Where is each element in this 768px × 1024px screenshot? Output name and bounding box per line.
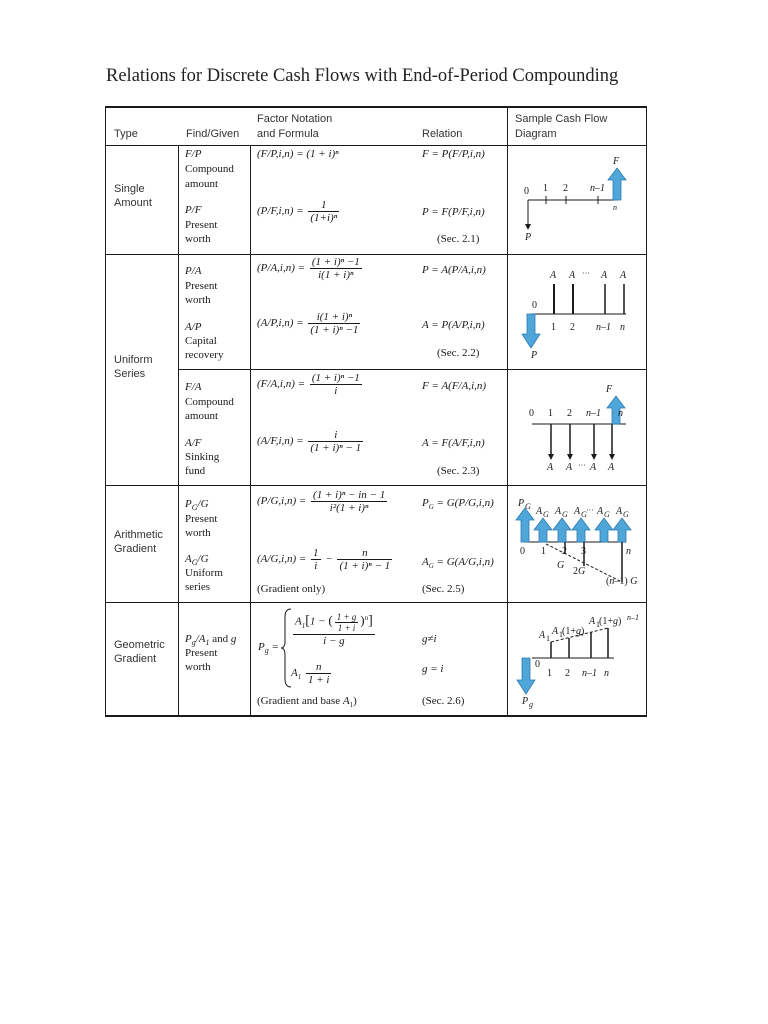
page-title: Relations for Discrete Cash Flows with End-of-Period Compounding <box>106 66 619 86</box>
relation-fp: F = P(F/P,i,n) <box>422 148 485 160</box>
svg-text:(1+g): (1+g) <box>599 616 622 627</box>
find-fp-2: amount <box>185 178 218 190</box>
find-af: A/F <box>185 437 202 449</box>
relation-sec23: (Sec. 2.3) <box>437 465 480 477</box>
svg-text:(n–1) G: (n–1) G <box>606 576 638 587</box>
svg-text:1: 1 <box>559 630 563 639</box>
row-rule-arith <box>105 602 647 603</box>
svg-text:1: 1 <box>546 634 550 643</box>
svg-text:n: n <box>613 203 617 212</box>
relation-af: A = F(A/F,i,n) <box>422 437 485 449</box>
svg-text:1: 1 <box>596 620 600 629</box>
svg-text:n–1: n–1 <box>590 183 605 194</box>
formula-pg-lhs: (P/G,i,n) = <box>257 495 307 508</box>
header-diagram-2: Diagram <box>515 128 557 140</box>
svg-text:G: G <box>581 510 587 519</box>
svg-text:A: A <box>597 506 604 517</box>
svg-text:G: G <box>604 510 610 519</box>
svg-text:P: P <box>518 498 525 509</box>
svg-text:A: A <box>608 462 615 473</box>
relation-fa: F = A(F/A,i,n) <box>422 380 487 392</box>
find-pf-2: worth <box>185 233 211 245</box>
relation-pg: $P_G = G(P/G,i,n)$ <box>422 497 494 512</box>
svg-text:1: 1 <box>543 183 548 194</box>
svg-text:n–1: n–1 <box>627 613 639 622</box>
formula-gradient-only: (Gradient only) <box>257 583 326 595</box>
type-single-1: Single <box>114 183 145 195</box>
svg-text:· · ·: · · · <box>584 310 596 319</box>
find-ap-1: Capital <box>185 335 217 347</box>
find-ag: $A_G/G$ <box>185 553 209 568</box>
svg-text:2: 2 <box>563 183 568 194</box>
svg-text:G: G <box>623 510 629 519</box>
diagram-uniform-pa <box>510 262 644 364</box>
diagram-uniform-fa <box>510 378 644 478</box>
relation-sec22: (Sec. 2.2) <box>437 347 480 359</box>
svg-text:(1+g): (1+g) <box>562 626 585 637</box>
formula-fa <box>257 372 364 397</box>
svg-text:0: 0 <box>535 659 540 670</box>
formula-af-fraction: $\frac{i}{\text{(1 + i)ⁿ − 1}}$ <box>310 429 362 454</box>
find-pa: P/A <box>185 265 202 277</box>
relation-sec21: (Sec. 2.1) <box>437 233 480 245</box>
col-rule-find <box>250 145 251 716</box>
svg-text:G: G <box>525 502 531 511</box>
row-rule-single <box>105 254 647 255</box>
svg-text:n: n <box>618 408 623 419</box>
svg-text:F: F <box>606 384 613 395</box>
formula-pg-fraction: $\frac{\text{(1 + i)ⁿ − in − 1}}{\text{i²(1 + i)ⁿ}}$ <box>313 489 386 514</box>
row-rule-uniform-split <box>178 369 647 370</box>
formula-geo-case1 <box>291 611 377 647</box>
svg-text:n: n <box>620 322 625 333</box>
svg-text:2: 2 <box>570 322 575 333</box>
svg-text:G: G <box>543 510 549 519</box>
diagram-geometric-gradient <box>510 608 644 712</box>
formula-ap-lhs: (A/P,i,n) = <box>257 317 304 330</box>
find-fp: F/P <box>185 148 202 160</box>
col-rule-right <box>646 106 647 716</box>
formula-ag-lhs: (A/G,i,n) = <box>257 553 307 566</box>
svg-text:· · ·: · · · <box>578 196 590 205</box>
type-arith-2: Gradient <box>114 543 157 555</box>
formula-af-lhs: (A/F,i,n) = <box>257 435 304 448</box>
find-pf-1: Present <box>185 219 218 231</box>
svg-text:· · ·: · · · <box>578 420 590 429</box>
find-ag-2: series <box>185 581 211 593</box>
svg-text:P: P <box>522 696 529 707</box>
type-arith-1: Arithmetic <box>114 529 163 541</box>
type-uniform-1: Uniform <box>114 354 153 366</box>
svg-text:0: 0 <box>524 186 529 197</box>
type-geo-2: Gradient <box>114 653 157 665</box>
formula-ap <box>257 311 362 336</box>
find-pg: $P_G/G$ <box>185 498 209 513</box>
svg-text:· · ·: · · · <box>590 538 602 547</box>
formula-geo-lhs: $P_g$ = <box>258 641 279 656</box>
formula-ag-fraction-2: $\frac{n}{\text{(1 + i)ⁿ − 1}}$ <box>339 547 391 572</box>
header-rule <box>105 145 647 146</box>
relation-sec25: (Sec. 2.5) <box>422 583 465 595</box>
find-fa-1: Compound <box>185 396 234 408</box>
type-geo-1: Geometric <box>114 639 165 651</box>
header-find-given: Find/Given <box>186 128 240 140</box>
relation-geo-eq: g = i <box>422 663 444 675</box>
header-factor-2: and Formula <box>257 128 319 140</box>
svg-text:0: 0 <box>532 300 537 311</box>
svg-text:F: F <box>613 156 620 167</box>
formula-pf <box>257 199 341 224</box>
svg-text:1: 1 <box>551 322 556 333</box>
formula-ap-fraction: $\frac{\text{i(1 + i)ⁿ}}{\text{(1 + i)ⁿ −1}}$ <box>310 311 359 336</box>
svg-text:···: ··· <box>586 506 594 515</box>
find-ag-1: Uniform <box>185 567 223 579</box>
formula-pa-fraction: $\frac{\text{(1 + i)ⁿ −1}}{\text{i(1 + i)ⁿ}}$ <box>311 256 360 281</box>
header-diagram-1: Sample Cash Flow <box>515 113 608 125</box>
formula-geo-case1-fraction: $A_1[1$ − ( $\frac{1 + g}{1 + i}$ )$^n$] i − g <box>295 611 373 647</box>
relation-ap: A = P(A/P,i,n) <box>422 319 485 331</box>
svg-text:···: ··· <box>578 461 586 470</box>
formula-pf-fraction: $\frac{1}{\text{(1+i)ⁿ}}$ <box>310 199 338 224</box>
svg-text:2G: 2G <box>573 566 586 577</box>
find-af-1: Sinking <box>185 451 220 463</box>
svg-text:A: A <box>589 616 596 627</box>
svg-text:2: 2 <box>567 408 572 419</box>
svg-text:n: n <box>626 546 631 557</box>
svg-text:A: A <box>566 462 573 473</box>
formula-pg <box>257 489 389 514</box>
svg-text:3: 3 <box>581 546 586 557</box>
formula-pa <box>257 256 364 281</box>
relation-ag: $A_G = G(A/G,i,n)$ <box>422 556 494 571</box>
svg-text:2: 2 <box>562 546 567 557</box>
header-relation: Relation <box>422 128 463 140</box>
svg-text:A: A <box>620 270 627 281</box>
relation-sec26: (Sec. 2.6) <box>422 695 465 707</box>
svg-text:A: A <box>555 506 562 517</box>
svg-text:n–1: n–1 <box>586 408 601 419</box>
find-fp-1: Compound <box>185 163 234 175</box>
svg-text:0: 0 <box>529 408 534 419</box>
svg-text:2: 2 <box>565 668 570 679</box>
svg-text:n–1: n–1 <box>596 322 611 333</box>
table-top-rule <box>105 106 647 108</box>
svg-text:A: A <box>536 506 543 517</box>
find-pf: P/F <box>185 204 202 216</box>
svg-text:· · ·: · · · <box>576 654 588 663</box>
svg-text:n–1: n–1 <box>582 668 597 679</box>
find-pa-2: worth <box>185 294 211 306</box>
find-fa: F/A <box>185 381 202 393</box>
table-bottom-rule <box>105 715 647 717</box>
row-rule-uniform <box>105 485 647 486</box>
svg-text:A: A <box>590 462 597 473</box>
find-pa-1: Present <box>185 280 218 292</box>
find-pg-2: worth <box>185 527 211 539</box>
svg-text:1: 1 <box>541 546 546 557</box>
formula-fp: (F/P,i,n) = (1 + i)ⁿ <box>257 148 339 160</box>
svg-text:1: 1 <box>547 668 552 679</box>
relation-geo-ne: g≠i <box>422 633 437 645</box>
col-rule-type <box>178 145 179 716</box>
diagram-single-amount <box>510 150 644 250</box>
svg-text:P: P <box>525 232 532 243</box>
find-geo: $P_g/A_1$ and g <box>185 633 237 648</box>
formula-ag <box>257 547 394 572</box>
type-uniform-2: Series <box>114 368 146 380</box>
svg-text:A: A <box>550 270 557 281</box>
find-ap-2: recovery <box>185 349 224 361</box>
relation-pf: P = F(P/F,i,n) <box>422 206 485 218</box>
svg-text:1: 1 <box>548 408 553 419</box>
svg-text:A: A <box>616 506 623 517</box>
col-rule-diagram <box>507 106 508 716</box>
svg-text:A: A <box>601 270 608 281</box>
diagram-arithmetic-gradient <box>510 492 644 598</box>
svg-text:g: g <box>529 700 533 709</box>
formula-fa-lhs: (F/A,i,n) = <box>257 378 306 391</box>
find-ap: A/P <box>185 321 202 333</box>
formula-pf-lhs: (P/F,i,n) = <box>257 205 304 218</box>
svg-text:A: A <box>547 462 554 473</box>
find-geo-1: Present <box>185 647 218 659</box>
formula-geo-case2-fraction: $\frac{n}{1 + i}$ <box>307 661 330 686</box>
svg-text:0: 0 <box>520 546 525 557</box>
formula-pa-lhs: (P/A,i,n) = <box>257 262 306 275</box>
col-rule-left <box>105 106 106 716</box>
svg-text:A: A <box>574 506 581 517</box>
formula-fa-fraction: $\frac{\text{(1 + i)ⁿ −1}}{i}$ <box>311 372 360 397</box>
formula-gradient-base: (Gradient and base $A_1$) <box>257 695 357 710</box>
header-type: Type <box>114 128 138 140</box>
find-af-2: fund <box>185 465 206 477</box>
header-factor-1: Factor Notation <box>257 113 333 125</box>
svg-text:n: n <box>604 668 609 679</box>
formula-ag-fraction-1: $\frac{1}{i}$ <box>313 547 319 572</box>
find-pg-1: Present <box>185 513 218 525</box>
relation-pa: P = A(P/A,i,n) <box>422 264 486 276</box>
svg-text:A: A <box>552 626 559 637</box>
formula-af <box>257 429 365 454</box>
find-fa-2: amount <box>185 410 218 422</box>
svg-text:P: P <box>531 350 538 361</box>
formula-geo-case2: $A_1$ $\frac{n}{1 + i}$ <box>291 661 330 686</box>
formula-ag-minus: − <box>325 553 333 566</box>
svg-text:G: G <box>557 560 565 571</box>
svg-text:G: G <box>562 510 568 519</box>
svg-text:A: A <box>569 270 576 281</box>
svg-text:···: ··· <box>582 269 590 278</box>
svg-text:A: A <box>539 630 546 641</box>
type-single-2: Amount <box>114 197 152 209</box>
find-geo-2: worth <box>185 661 211 673</box>
